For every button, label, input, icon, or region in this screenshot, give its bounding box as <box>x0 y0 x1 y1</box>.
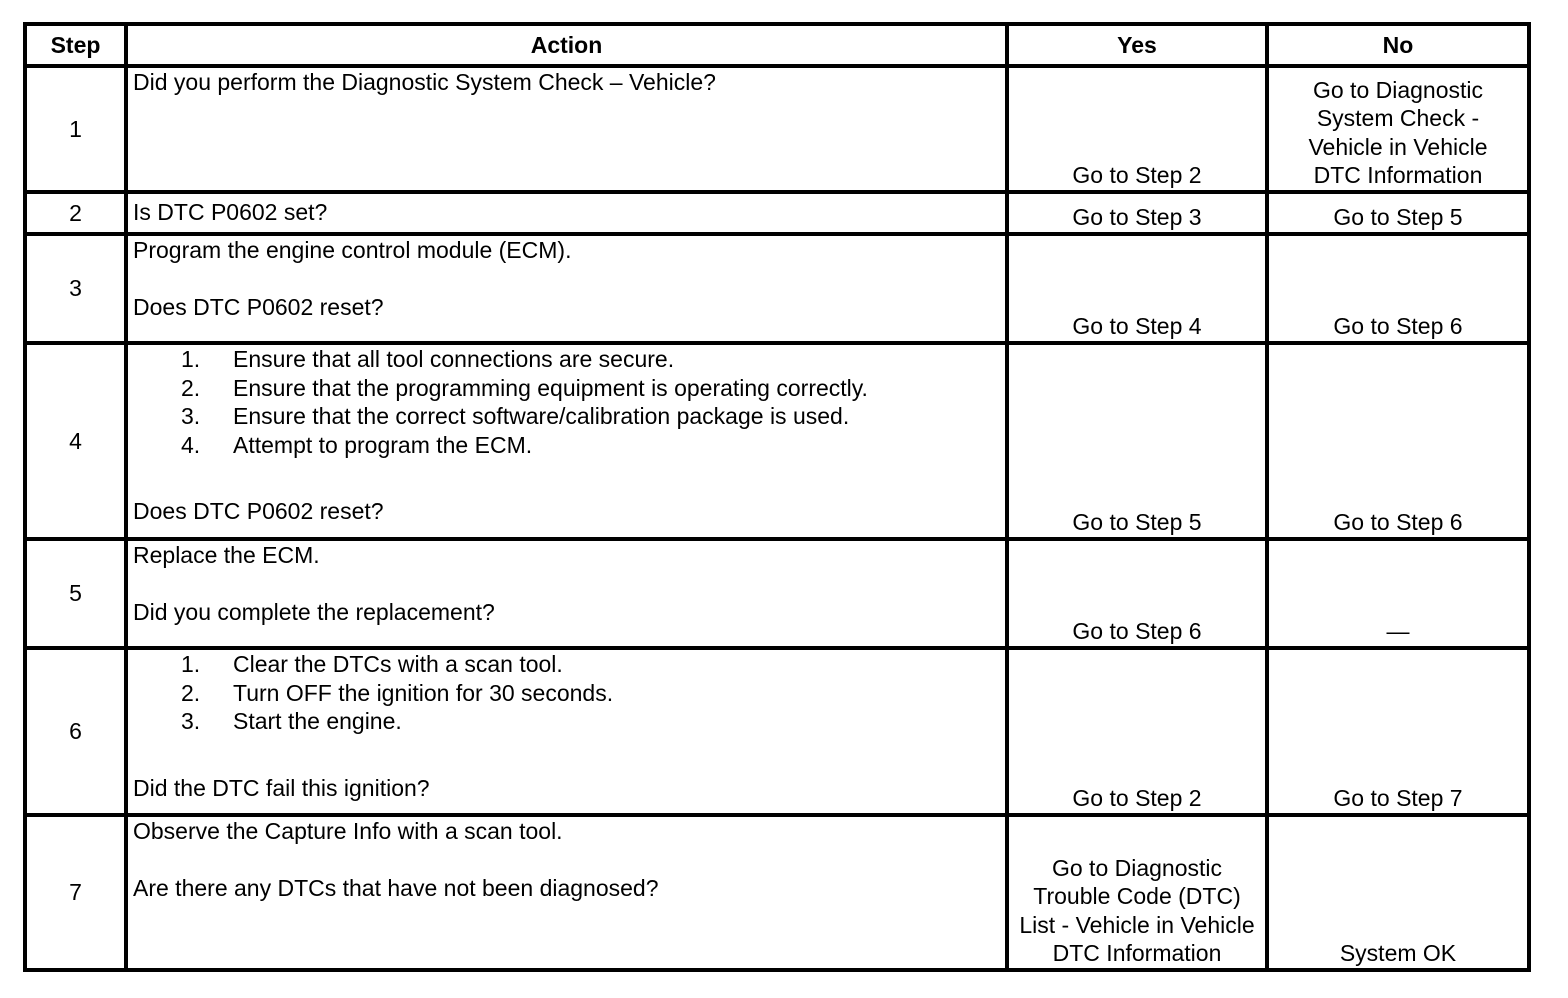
yes-cell: Go to Step 3 <box>1007 192 1267 234</box>
action-cell <box>126 539 1007 648</box>
no-cell: Go to Step 5 <box>1267 192 1529 234</box>
action-cell <box>126 648 1007 815</box>
action-question: Did you complete the replacement? <box>133 599 495 626</box>
action-text: Program the engine control module (ECM). <box>133 237 572 263</box>
yes-cell: Go to Step 6 <box>1007 539 1267 648</box>
action-question: Are there any DTCs that have not been diagnosed? <box>133 875 659 902</box>
list-item: 1. Ensure that all tool connections are secure. <box>181 346 675 372</box>
step-number: 2 <box>25 192 126 234</box>
header-step: Step <box>25 24 126 66</box>
list-item: 2. Ensure that the programming equipment is operating correctly. <box>181 374 868 401</box>
yes-cell: Go to Step 2 <box>1007 648 1267 815</box>
action-cell <box>126 192 1007 234</box>
yes-cell: Go to Step 2 <box>1007 66 1267 192</box>
action-spacer <box>133 570 1000 599</box>
list-item: 3. Ensure that the correct software/calibration package is used. <box>181 403 850 430</box>
action-text: Replace the ECM. <box>133 542 320 568</box>
action-spacer <box>133 265 1000 294</box>
table-row-step-6 <box>25 648 1529 815</box>
header-yes: Yes <box>1007 24 1267 66</box>
list-item: 3. Start the engine. <box>181 708 402 735</box>
action-spacer <box>133 459 1000 497</box>
action-cell <box>126 66 1007 192</box>
action-text: Did you perform the Diagnostic System Check – Vehicle? <box>133 69 716 95</box>
step-number: 7 <box>25 815 126 970</box>
header-action: Action <box>126 24 1007 66</box>
header-row <box>25 24 1529 66</box>
action-text: Is DTC P0602 set? <box>133 199 328 225</box>
action-question: Did the DTC fail this ignition? <box>133 774 430 801</box>
table-row-step-4 <box>25 343 1529 539</box>
step-number: 1 <box>25 66 126 192</box>
list-item: 2. Turn OFF the ignition for 30 seconds. <box>181 679 614 706</box>
action-spacer <box>133 846 1000 875</box>
yes-cell: Go to Diagnostic Trouble Code (DTC) List - Vehicle in Vehicle DTC Information <box>1007 815 1267 970</box>
no-cell: Go to Step 6 <box>1267 234 1529 343</box>
no-cell: — <box>1267 539 1529 648</box>
no-cell: Go to Diagnostic System Check - Vehicle in Vehicle DTC Information <box>1267 66 1529 192</box>
yes-cell: Go to Step 4 <box>1007 234 1267 343</box>
action-cell <box>126 343 1007 539</box>
step-number: 5 <box>25 539 126 648</box>
action-list <box>133 345 1000 459</box>
action-question: Does DTC P0602 reset? <box>133 498 384 525</box>
action-cell <box>126 234 1007 343</box>
action-list <box>133 650 1000 736</box>
yes-cell: Go to Step 5 <box>1007 343 1267 539</box>
step-number: 6 <box>25 648 126 815</box>
header-no: No <box>1267 24 1529 66</box>
no-cell: System OK <box>1267 815 1529 970</box>
action-question: Does DTC P0602 reset? <box>133 294 384 321</box>
action-spacer <box>133 736 1000 774</box>
table-row-step-5 <box>25 539 1529 648</box>
table-row-step-1 <box>25 66 1529 192</box>
action-text: Observe the Capture Info with a scan tool. <box>133 818 563 844</box>
list-item: 4. Attempt to program the ECM. <box>181 431 533 458</box>
step-number: 4 <box>25 343 126 539</box>
step-number: 3 <box>25 234 126 343</box>
table-row-step-2 <box>25 192 1529 234</box>
no-cell: Go to Step 6 <box>1267 343 1529 539</box>
table-row-step-3 <box>25 234 1529 343</box>
no-cell: Go to Step 7 <box>1267 648 1529 815</box>
table-row-step-7 <box>25 815 1529 970</box>
diagnostic-table <box>23 22 1531 972</box>
list-item: 1. Clear the DTCs with a scan tool. <box>181 651 563 677</box>
action-cell <box>126 815 1007 970</box>
